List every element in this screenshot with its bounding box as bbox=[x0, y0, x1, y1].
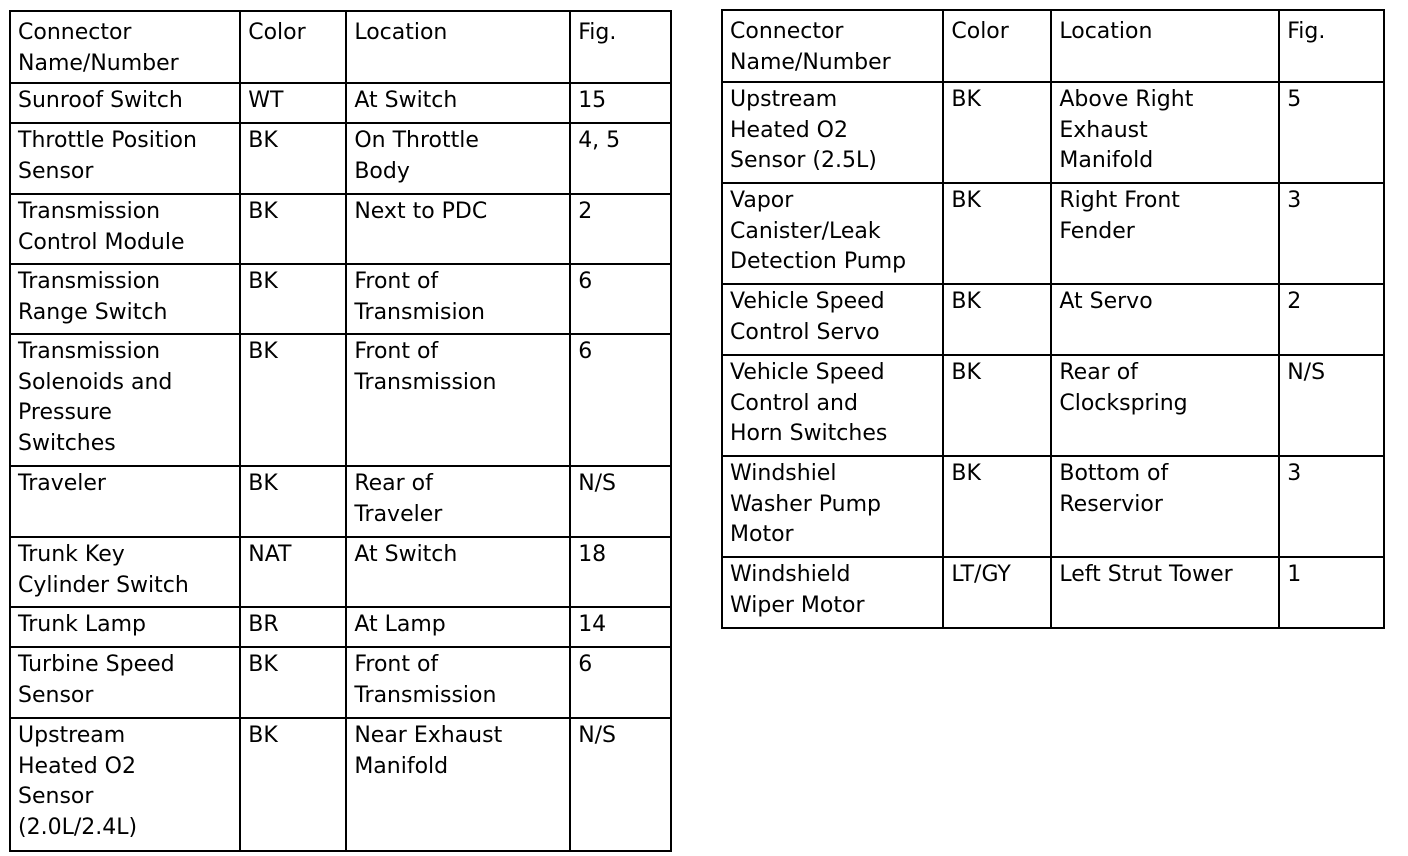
fig-cell: 4, 5 bbox=[570, 123, 671, 194]
table-row bbox=[10, 264, 671, 334]
fig-cell: 2 bbox=[570, 194, 671, 264]
table-row bbox=[722, 456, 1384, 557]
fig-cell: 6 bbox=[570, 647, 671, 718]
location-cell: Above Right Exhaust Manifold bbox=[1051, 82, 1279, 183]
color-cell: BK bbox=[240, 718, 346, 851]
location-cell: Rear of Traveler bbox=[346, 466, 570, 537]
table-row bbox=[10, 718, 671, 851]
fig-cell: 6 bbox=[570, 334, 671, 466]
color-cell: BK bbox=[240, 647, 346, 718]
header-fig: Fig. bbox=[570, 11, 671, 83]
fig-cell: 6 bbox=[570, 264, 671, 334]
connector-name-cell: Trunk Lamp bbox=[10, 607, 240, 647]
header-fig: Fig. bbox=[1279, 10, 1384, 82]
table-row bbox=[722, 183, 1384, 284]
location-cell: Right Front Fender bbox=[1051, 183, 1279, 284]
connector-name-cell: Windshield Wiper Motor bbox=[722, 557, 943, 628]
color-cell: BK bbox=[240, 334, 346, 466]
table-row bbox=[10, 123, 671, 194]
table-row bbox=[10, 83, 671, 123]
header-color: Color bbox=[943, 10, 1051, 82]
color-cell: BK bbox=[943, 456, 1051, 557]
location-cell: Front of Transmission bbox=[346, 647, 570, 718]
header-color: Color bbox=[240, 11, 346, 83]
location-cell: On Throttle Body bbox=[346, 123, 570, 194]
table-header-row bbox=[10, 11, 671, 83]
header-connector-name: Connector Name/Number bbox=[722, 10, 943, 82]
location-cell: Next to PDC bbox=[346, 194, 570, 264]
location-cell: At Switch bbox=[346, 537, 570, 607]
fig-cell: 14 bbox=[570, 607, 671, 647]
color-cell: BK bbox=[943, 82, 1051, 183]
location-cell: Front of Transmision bbox=[346, 264, 570, 334]
header-connector-name: Connector Name/Number bbox=[10, 11, 240, 83]
header-location: Location bbox=[346, 11, 570, 83]
location-cell: Near Exhaust Manifold bbox=[346, 718, 570, 851]
color-cell: BK bbox=[943, 284, 1051, 355]
fig-cell: 2 bbox=[1279, 284, 1384, 355]
connector-name-cell: Upstream Heated O2 Sensor (2.5L) bbox=[722, 82, 943, 183]
connector-name-cell: Windshiel Washer Pump Motor bbox=[722, 456, 943, 557]
location-cell: Rear of Clockspring bbox=[1051, 355, 1279, 456]
location-cell: At Lamp bbox=[346, 607, 570, 647]
table-row bbox=[722, 82, 1384, 183]
color-cell: LT/GY bbox=[943, 557, 1051, 628]
color-cell: BK bbox=[240, 123, 346, 194]
color-cell: BR bbox=[240, 607, 346, 647]
table-row bbox=[10, 607, 671, 647]
table-row bbox=[10, 537, 671, 607]
connector-name-cell: Transmission Control Module bbox=[10, 194, 240, 264]
connector-name-cell: Transmission Range Switch bbox=[10, 264, 240, 334]
connector-name-cell: Trunk Key Cylinder Switch bbox=[10, 537, 240, 607]
fig-cell: 15 bbox=[570, 83, 671, 123]
table-row bbox=[722, 557, 1384, 628]
fig-cell: 3 bbox=[1279, 456, 1384, 557]
color-cell: BK bbox=[240, 466, 346, 537]
color-cell: BK bbox=[240, 264, 346, 334]
connector-name-cell: Transmission Solenoids and Pressure Switches bbox=[10, 334, 240, 466]
table-row bbox=[722, 355, 1384, 456]
fig-cell: N/S bbox=[570, 466, 671, 537]
header-location: Location bbox=[1051, 10, 1279, 82]
fig-cell: 5 bbox=[1279, 82, 1384, 183]
fig-cell: 3 bbox=[1279, 183, 1384, 284]
fig-cell: 18 bbox=[570, 537, 671, 607]
color-cell: BK bbox=[240, 194, 346, 264]
table-row bbox=[10, 647, 671, 718]
color-cell: WT bbox=[240, 83, 346, 123]
location-cell: Left Strut Tower bbox=[1051, 557, 1279, 628]
connector-name-cell: Turbine Speed Sensor bbox=[10, 647, 240, 718]
connector-name-cell: Vehicle Speed Control Servo bbox=[722, 284, 943, 355]
connector-table-right bbox=[721, 9, 1385, 629]
fig-cell: N/S bbox=[1279, 355, 1384, 456]
table-row bbox=[10, 194, 671, 264]
connector-name-cell: Upstream Heated O2 Sensor (2.0L/2.4L) bbox=[10, 718, 240, 851]
connector-table-left bbox=[9, 10, 672, 852]
table-row bbox=[10, 466, 671, 537]
connector-name-cell: Sunroof Switch bbox=[10, 83, 240, 123]
table-row bbox=[722, 284, 1384, 355]
color-cell: BK bbox=[943, 183, 1051, 284]
location-cell: Bottom of Reservior bbox=[1051, 456, 1279, 557]
color-cell: BK bbox=[943, 355, 1051, 456]
location-cell: Front of Transmission bbox=[346, 334, 570, 466]
connector-name-cell: Vehicle Speed Control and Horn Switches bbox=[722, 355, 943, 456]
connector-name-cell: Throttle Position Sensor bbox=[10, 123, 240, 194]
fig-cell: 1 bbox=[1279, 557, 1384, 628]
location-cell: At Switch bbox=[346, 83, 570, 123]
connector-name-cell: Traveler bbox=[10, 466, 240, 537]
fig-cell: N/S bbox=[570, 718, 671, 851]
table-header-row bbox=[722, 10, 1384, 82]
table-row bbox=[10, 334, 671, 466]
color-cell: NAT bbox=[240, 537, 346, 607]
location-cell: At Servo bbox=[1051, 284, 1279, 355]
connector-name-cell: Vapor Canister/Leak Detection Pump bbox=[722, 183, 943, 284]
